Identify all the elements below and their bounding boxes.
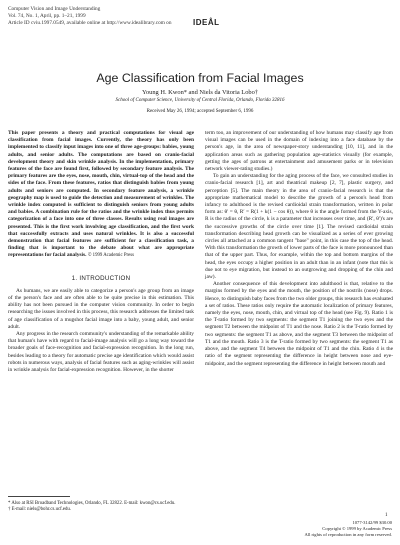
intro-paragraph-2: Any progress in the research community's understanding of the remarkable ability that human's have with regard to facial-image analysis will go a long way toward the broader goals of face-recognition and facial-expression recognition. In the long run, besides leading to a theory for automatic precise age identification which would assist robots in numerous ways, analysis of facial features such as aging-wrinkles will assist in wrinkle analysis for facial-expression recognition. However, in the shorter (8, 331, 194, 374)
right-paragraph-3: Another consequence of this development into adulthood is that, relative to the margins formed by the eyes and the mouth, the position of the nostrils (nose) drops. Hence, to distinguish baby faces from the two older groups, this research has evaluated a set of ratios. These ratios only require the automatic localization of primary features, namely the eyes, nose, mouth, chin, and virtual top of the head (see Fig. 9). Ratio 1 is the T-ratio formed by two segments: the segment T1 joining the two eyes and the segment T2 between the midpoint of T1 and the nose. Ratio 2 is the T-ratio formed by two segments: the segment T1 as above, and the segment T3 between the midpoint of T1 and the mouth. Ratio 3 is the T-ratio formed by two segments: the segment T1 as above, and the segment T4 between the midpoint of T1 and the chin. Ratio 4 is the ratio of the segment representing the difference in height between nose and eye-midpoint, and the segment representing the difference in height between mouth and (205, 281, 393, 367)
journal-name: Computer Vision and Image Understanding (8, 6, 101, 12)
received-dates: Received May 26, 1994; accepted September 6, 1996 (146, 109, 254, 114)
footnotes (8, 501, 194, 513)
journal-header (8, 6, 171, 27)
author-affiliation: School of Computer Science, University of Central Florida, Orlando, Florida 32816 (115, 98, 285, 103)
paper-title: Age Classification from Facial Images (96, 71, 304, 85)
footnote-divider (8, 496, 70, 497)
right-column (205, 130, 393, 368)
journal-volume: Vol. 74, No. 1, April, pp. 1–21, 1999 (8, 13, 86, 19)
section-heading-introduction: 1. INTRODUCTION (71, 274, 131, 282)
page-number: 1 (385, 513, 388, 518)
abstract-copyright: © 1999 Academic Press (87, 253, 134, 259)
abstract-text: This paper presents a theory and practical computations for visual age classification from facial images. Currently, the theory has only been implemented to classify input images into one of three age-groups: babies, young adults, and senior adults. The computations are based on cranio-facial development theory and skin wrinkle analysis. In the implementation, primary features of the face are found first, followed by secondary feature analysis. The primary features are the eyes, nose, mouth, chin, virtual-top of the head and the sides of the face. From these features, ratios that distinguish babies from young adults and seniors are computed. In secondary feature analysis, a wrinkle geography map is used to guide the detection and measurement of wrinkles. The wrinkle index computed is sufficient to distinguish seniors from young adults and babies. A combination rule for the ratios and the wrinkle index thus permits categorization of a face into one of three classes. Results using real images are presented. This is the first work involving age classification, and the first work that successfully extracts and uses natural wrinkles. It is also a successful demonstration that facial features are sufficient for a classification task, a finding that is important to the debate about what are appropriate representations for facial analysis. (8, 130, 194, 259)
copyright-notice (304, 520, 392, 538)
rights-reserved: All rights of reproduction in any form reserved. (304, 532, 392, 537)
footnote-1: * Also at RSI Broadband Technologies, Orlando, FL 32822. E-mail: kwon@cs.ucf.edu. (8, 501, 176, 506)
article-id: Article ID cviu.1997.0549, available online at http://www.idealibrary.com on (8, 20, 172, 26)
paper-authors: Young H. Kwon* and Niels da Vitoria Lobo† (141, 89, 258, 96)
intro-paragraph-1: As humans, we are easily able to categorize a person's age group from an image of the person's face and are often able to be quite precise in this estimation. This ability has not been pursued in the computer vision community. In order to begin researching the issues involved in this process, this research addresses the limited task of age classification of a mugshot facial image into a baby, young adult, and senior adult. (8, 287, 194, 330)
footnote-2: † E-mail: niels@bohr.cs.ucf.edu. (8, 507, 72, 513)
right-paragraph-2: To gain an understanding for the aging process of the face, we consulted studies in cranio-facial research [1], art and theatrical makeup [2, 7], plastic surgery, and perception [5]. The main theory in the area of cranio-facial research is that the appropriate mathematical model to describe the growth of a person's head from infancy to adulthood is the revised cardioidal strain transformation, written in polar form as: θ′ = θ, R′ = R(1 + k(1 − cos θ)), where θ is the angle formed from the Y-axis, R is the radius of the circle, k is a parameter that increases over time, and (R′, θ′)'s are the successive growths of the circle over time [1]. The revised cardioidal strain transformation describing head growth can be visualized as a series of ever growing circles all attached at a common tangent "base" point, in this case the top of the head. With this transformation the growth of lower parts of the face is more pronounced than that of the upper part. Thus, for example, within the top and bottom margins of the head, the eyes occupy a higher position in an adult than in an infant (note that this is due not to eye migration, but instead to an outgrowing and dropping of the chin and jaw). (205, 173, 393, 281)
ideal-logo: IDEÅL (193, 18, 220, 27)
right-paragraph-1: term too, an improvement of our understanding of how humans may classify age from visual images can be used in the domain of indexing into a face database by the person's age, in the area of newspaper-story understanding [10, 11], and in the application areas such as gathering population age-statistics visually (for example, getting the ages of patrons at entertainment and amusement parks or in television network viewer-rating studies.) (205, 130, 393, 173)
copyright-holder: Copyright © 1999 by Academic Press (322, 526, 392, 531)
left-column (8, 130, 194, 374)
price-code: 1077-3142/99 $30.00 (352, 520, 392, 525)
abstract (8, 130, 194, 260)
